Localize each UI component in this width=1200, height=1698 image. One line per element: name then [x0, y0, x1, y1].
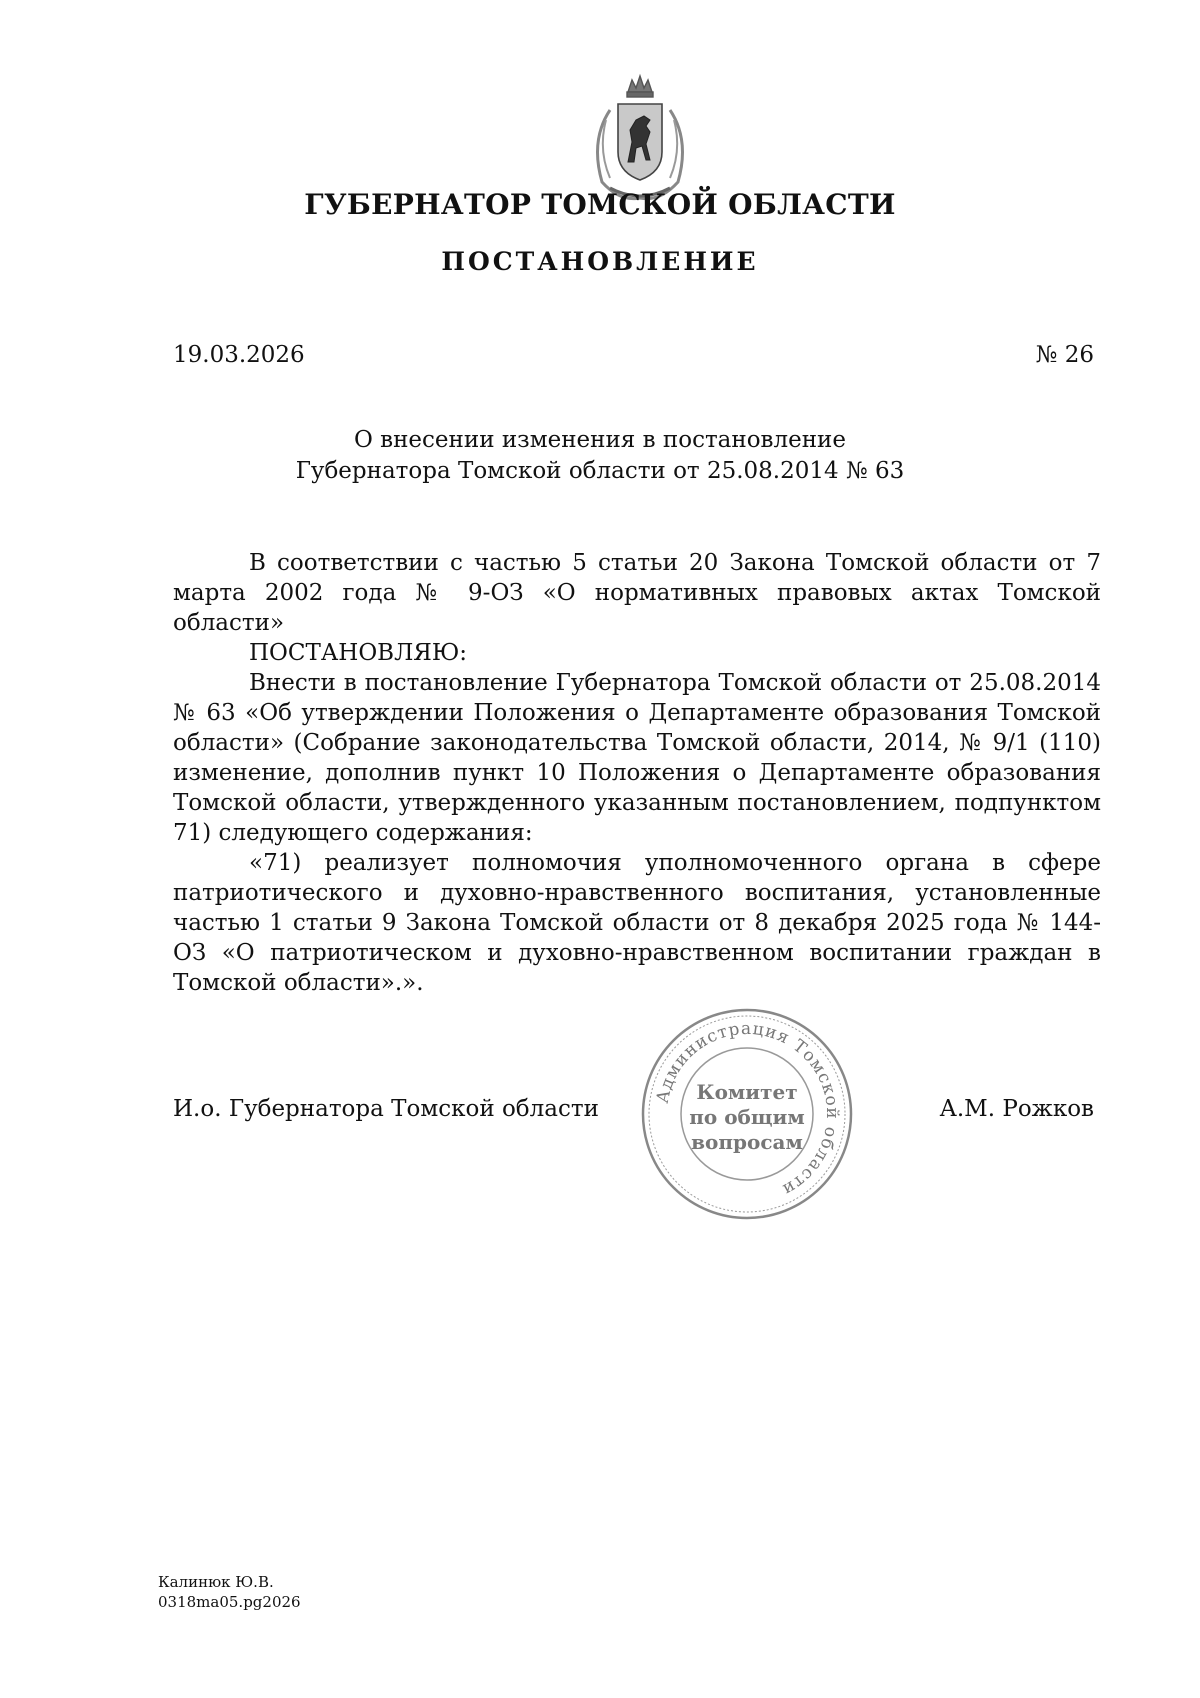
body-paragraph-basis: В соответствии с частью 5 статьи 20 Закона Томской области от 7 марта 2002 года № 9-ОЗ «О нормативных правовых актах Томской области»	[173, 550, 1101, 636]
document-body	[173, 548, 1101, 998]
official-stamp	[637, 1004, 857, 1224]
stamp-ring-text: Администрация Томской области	[652, 1018, 843, 1200]
signatory-name: А.М. Рожков	[939, 1096, 1094, 1122]
file-code: 0318ma05.pg2026	[158, 1593, 301, 1611]
body-paragraph-amendment: Внести в постановление Губернатора Томской области от 25.08.2014 № 63 «Об утверждении Положения о Департаменте образования Томской области» (Собрание законодательства Томской области, 2014, № 9/1 (110) изменение, дополнив пункт 10 Положения о Департаменте образования Томской области, утвержденного указанным постановлением, подпунктом 71) следующего содержания:	[173, 670, 1101, 846]
document-type-title: ПОСТАНОВЛЕНИЕ	[441, 247, 759, 276]
body-paragraph-resolve: ПОСТАНОВЛЯЮ:	[249, 640, 468, 666]
stamp-seal	[637, 1004, 857, 1224]
body-paragraph-subclause: «71) реализует полномочия уполномоченного органа в сфере патриотического и духовно-нравственного воспитания, установленные частью 1 статьи 9 Закона Томской области от 8 декабря 2025 года № 144-ОЗ «О патриотическом и духовно-нравственном воспитании граждан в Томской области».».	[173, 850, 1101, 996]
document-subject	[0, 425, 1200, 487]
stamp-line-1: Комитет	[696, 1080, 798, 1104]
issuer-title: ГУБЕРНАТОР ТОМСКОЙ ОБЛАСТИ	[304, 188, 896, 221]
stamp-line-3: вопросам	[691, 1130, 803, 1154]
stamp-line-2: по общим	[689, 1105, 805, 1129]
signatory-role: И.о. Губернатора Томской области	[173, 1096, 599, 1122]
executor-footer	[158, 1572, 301, 1612]
subject-line-1: О внесении изменения в постановление	[353, 427, 847, 453]
document-date: 19.03.2026	[173, 342, 305, 368]
document-number: № 26	[1035, 342, 1094, 368]
executor-name: Калинюк Ю.В.	[158, 1573, 274, 1591]
subject-line-2: Губернатора Томской области от 25.08.2014 № 63	[295, 458, 905, 484]
